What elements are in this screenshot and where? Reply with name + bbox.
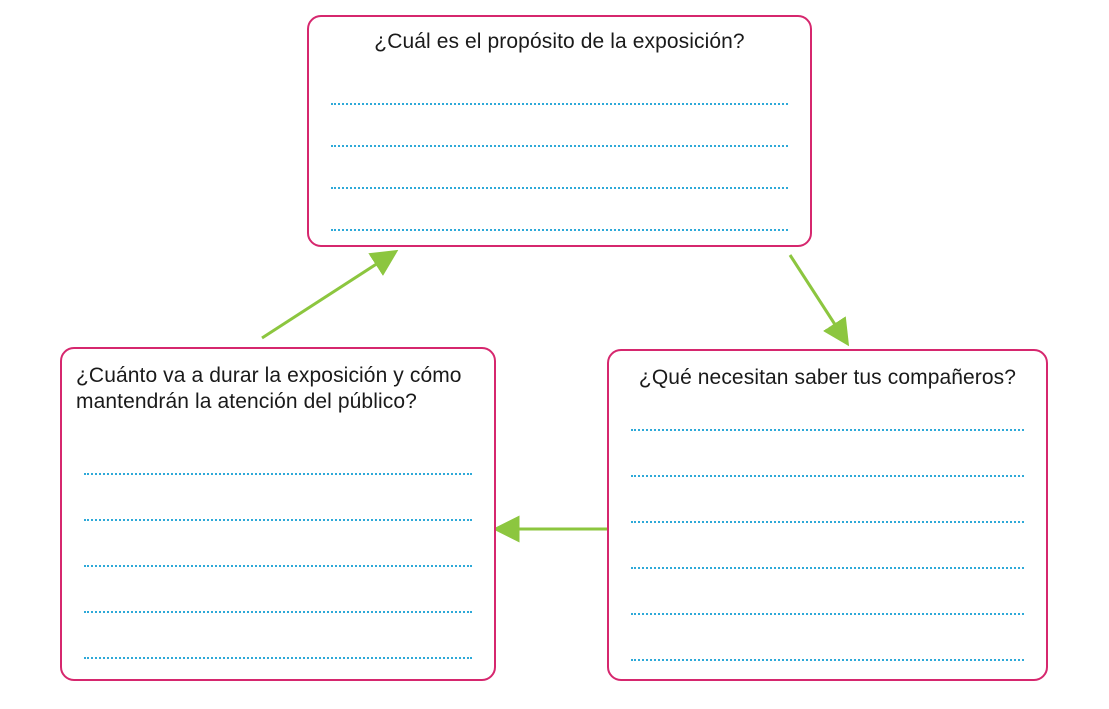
writing-line[interactable] <box>631 521 1024 523</box>
writing-lines-bottom-left <box>62 473 494 659</box>
writing-line[interactable] <box>84 657 472 659</box>
writing-line[interactable] <box>631 659 1024 661</box>
writing-line[interactable] <box>84 519 472 521</box>
question-box-top-title: ¿Cuál es el propósito de la exposición? <box>374 30 745 53</box>
writing-line[interactable] <box>331 187 788 189</box>
writing-lines-bottom-right <box>609 429 1046 661</box>
writing-line[interactable] <box>84 473 472 475</box>
writing-line[interactable] <box>631 475 1024 477</box>
question-box-bottom-left-title: ¿Cuánto va a durar la exposición y cómo mantendrán la atención del público? <box>76 364 462 414</box>
writing-line[interactable] <box>84 611 472 613</box>
question-box-bottom-right-title: ¿Qué necesitan saber tus compañeros? <box>638 366 1017 389</box>
question-box-bottom-left[interactable] <box>60 347 496 681</box>
question-box-top[interactable] <box>307 15 812 247</box>
writing-lines-top <box>309 103 810 231</box>
writing-line[interactable] <box>84 565 472 567</box>
writing-line[interactable] <box>631 567 1024 569</box>
writing-line[interactable] <box>631 429 1024 431</box>
writing-line[interactable] <box>331 145 788 147</box>
writing-line[interactable] <box>631 613 1024 615</box>
arrow-top-to-right <box>790 255 845 340</box>
question-box-bottom-right[interactable] <box>607 349 1048 681</box>
arrow-left-to-top <box>262 254 392 338</box>
writing-line[interactable] <box>331 229 788 231</box>
writing-line[interactable] <box>331 103 788 105</box>
